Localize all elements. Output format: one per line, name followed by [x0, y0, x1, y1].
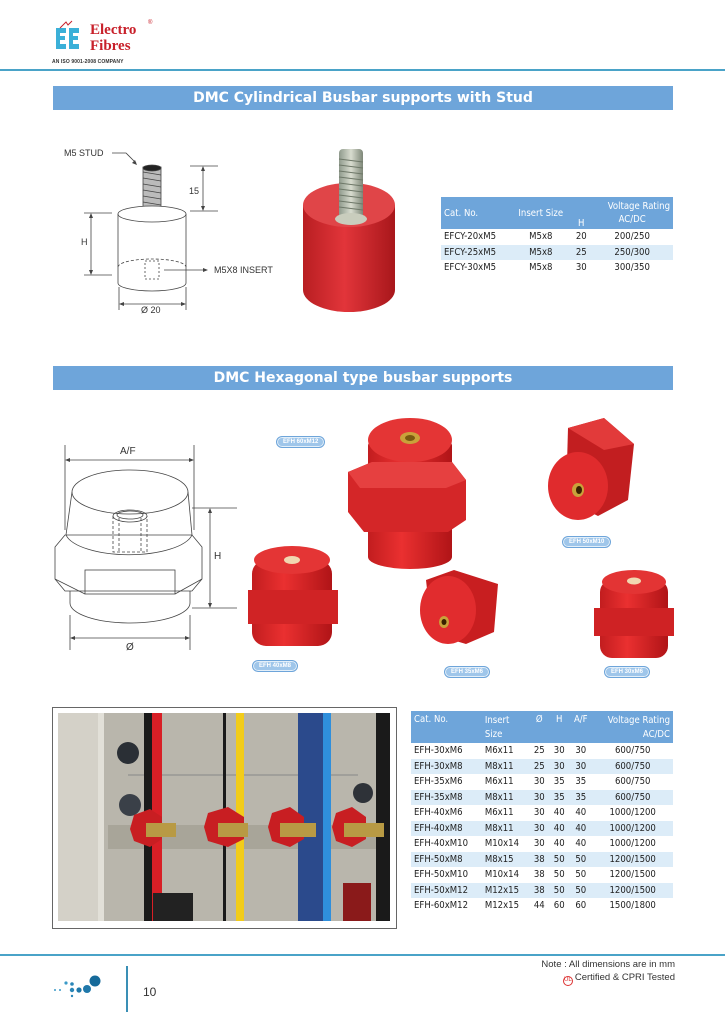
certification-text: Certified & CPRI Tested	[574, 972, 675, 983]
cell-insert: M6x11	[484, 745, 514, 757]
stud-insulator-icon	[295, 145, 405, 325]
col-voltage	[591, 197, 673, 229]
hexagonal-drawing	[40, 420, 250, 660]
cell-af: 50	[569, 852, 592, 868]
table-row	[411, 743, 673, 759]
cell-voltage: 1200/1500	[592, 852, 673, 868]
cell-cat: EFCY-20xM5	[444, 231, 497, 243]
table-row	[411, 852, 673, 868]
cell-voltage: 200/250	[614, 231, 650, 243]
footer-note	[541, 958, 675, 986]
cell-insert: M6x11	[484, 776, 514, 788]
cell-insert: M5x8	[529, 231, 553, 243]
cell-dia: 25	[533, 745, 545, 757]
cell-cat: EFH-50xM12	[411, 883, 482, 899]
table-row	[441, 229, 673, 245]
cell-cat: EFH-30xM6	[414, 745, 463, 757]
cell-voltage: 1200/1500	[609, 869, 656, 881]
cell-h: 50	[553, 869, 565, 881]
ul-cert-icon: UL	[563, 976, 573, 986]
cell-h: 35	[549, 790, 569, 806]
cell-voltage: 1500/1800	[609, 900, 656, 912]
cell-af: 30	[569, 759, 592, 775]
installation-photo	[52, 707, 397, 929]
cylindrical-stud-photo	[295, 145, 405, 325]
brand-name	[90, 22, 136, 54]
label-across-flats: A/F	[120, 446, 136, 457]
label-efh-40xm8: EFH 40xM8	[252, 660, 298, 672]
col-voltage-line2: AC/DC	[618, 214, 646, 225]
label-diameter: Ø 20	[141, 305, 161, 315]
label-stud-height: 15	[189, 186, 200, 196]
cell-cat: EFCY-25xM5	[441, 245, 510, 261]
cell-insert: M12x15	[484, 900, 520, 912]
cell-cat: EFH-35xM6	[414, 776, 463, 788]
hex-insulators-icon	[248, 410, 678, 690]
hexagonal-products-photo	[248, 410, 678, 690]
cell-h: 35	[553, 776, 565, 788]
cell-cat: EFH-50xM8	[411, 852, 482, 868]
hex-diagram-icon	[40, 420, 250, 660]
col-h: H	[549, 711, 569, 743]
registered-mark: ®	[148, 20, 153, 26]
col-voltage	[592, 711, 673, 743]
cell-voltage: 600/750	[614, 776, 651, 788]
cell-cat: EFH-40xM6	[414, 807, 463, 819]
cell-cat: EFH-60xM12	[414, 900, 469, 912]
cell-dia: 25	[529, 759, 549, 775]
cell-voltage: 600/750	[592, 790, 673, 806]
cell-h: 20	[575, 231, 587, 243]
table-row	[411, 805, 673, 821]
col-cat-no: Cat. No.	[411, 711, 482, 743]
busbar-panel-icon	[58, 713, 390, 921]
cylinder-diagram-icon	[40, 130, 290, 330]
table-row	[411, 821, 673, 837]
cell-af: 40	[575, 838, 587, 850]
col-insert-size	[482, 711, 529, 743]
cell-dia: 30	[533, 776, 545, 788]
cell-h: 50	[549, 852, 569, 868]
table-row	[441, 245, 673, 261]
table-row	[441, 260, 673, 276]
table-row	[411, 898, 673, 914]
cell-af: 30	[575, 745, 587, 757]
cell-voltage: 1000/1200	[609, 807, 656, 819]
section-title-cylindrical: DMC Cylindrical Busbar supports with Stud	[53, 86, 673, 110]
cell-af: 35	[575, 776, 587, 788]
cell-h: 25	[571, 245, 591, 261]
cell-cat: EFH-40xM10	[414, 838, 469, 850]
col-voltage-line1: Voltage Rating	[607, 201, 670, 212]
col-voltage-line1: Voltage Rating	[607, 715, 670, 726]
brand-line-1: Electro	[90, 22, 137, 38]
table-header-row	[411, 711, 673, 743]
cell-dia: 38	[533, 869, 545, 881]
cell-voltage: 300/350	[614, 262, 650, 274]
cell-insert: M12x15	[482, 883, 529, 899]
cell-dia: 30	[529, 790, 549, 806]
iso-tagline: AN ISO 9001-2008 COMPANY	[52, 59, 124, 65]
cell-af: 35	[569, 790, 592, 806]
cell-voltage: 1000/1200	[609, 838, 656, 850]
cell-af: 50	[569, 883, 592, 899]
page-number: 10	[143, 985, 157, 999]
footer-dots-logo	[52, 975, 112, 1005]
cell-cat: EFH-40xM8	[411, 821, 482, 837]
cell-cat: EFH-30xM8	[411, 759, 482, 775]
logo-mark-icon	[54, 20, 84, 56]
cell-insert: M8x15	[482, 852, 529, 868]
table-header-row	[441, 197, 673, 229]
col-voltage-line2: AC/DC	[642, 729, 670, 740]
cell-insert: M8x11	[482, 821, 529, 837]
cell-insert: M8x11	[482, 759, 529, 775]
table-row	[411, 836, 673, 852]
cell-af: 50	[575, 869, 587, 881]
cell-voltage: 250/300	[591, 245, 673, 261]
label-efh-30xm6: EFH 30xM6	[604, 666, 650, 678]
label-height: H	[81, 237, 88, 247]
footer-vertical-rule	[126, 966, 128, 1012]
dimensions-note: Note : All dimensions are in mm	[541, 959, 675, 970]
label-efh-35xm6: EFH 35xM6	[444, 666, 490, 678]
col-af: A/F	[569, 711, 592, 743]
table-row	[411, 790, 673, 806]
table-row	[411, 867, 673, 883]
header-divider	[0, 69, 725, 71]
section-title-hexagonal: DMC Hexagonal type busbar supports	[53, 366, 673, 390]
col-insert-line1: Insert	[484, 715, 510, 726]
label-insert: M5X8 INSERT	[214, 265, 273, 275]
table-row	[411, 774, 673, 790]
cell-insert: M8x11	[482, 790, 529, 806]
label-diameter: Ø	[126, 642, 134, 653]
cell-h: 40	[553, 807, 565, 819]
cell-dia: 44	[533, 900, 545, 912]
col-cat-no: Cat. No.	[441, 197, 510, 229]
col-diameter: Ø	[529, 711, 549, 743]
cell-h: 40	[553, 838, 565, 850]
cell-h: 30	[575, 262, 587, 274]
cylindrical-spec-table	[441, 197, 673, 276]
cell-af: 40	[569, 821, 592, 837]
col-h: H	[571, 197, 591, 229]
cell-cat: EFH-50xM10	[414, 869, 469, 881]
cell-insert: M10x14	[484, 869, 520, 881]
cell-cat: EFH-35xM8	[411, 790, 482, 806]
cell-af: 40	[575, 807, 587, 819]
cell-dia: 30	[533, 838, 545, 850]
cell-voltage: 1000/1200	[592, 821, 673, 837]
hexagonal-spec-table	[411, 711, 673, 914]
brand-line-2: Fibres	[90, 38, 131, 54]
dots-decoration-icon	[52, 975, 112, 1005]
cell-h: 50	[549, 883, 569, 899]
label-m5-stud: M5 STUD	[64, 148, 104, 158]
cell-h: 30	[553, 745, 565, 757]
company-logo	[50, 14, 170, 66]
cell-insert: M6x11	[484, 807, 514, 819]
cell-cat: EFCY-30xM5	[444, 262, 497, 274]
col-insert-line2: Size	[484, 729, 503, 740]
cell-af: 60	[575, 900, 587, 912]
cell-insert: M10x14	[484, 838, 520, 850]
certification-line	[541, 971, 675, 986]
label-height: H	[214, 551, 222, 562]
cell-insert: M5x8	[529, 262, 553, 274]
col-insert-size: Insert Size	[510, 197, 571, 229]
cell-h: 40	[549, 821, 569, 837]
label-efh-60xm12: EFH 60xM12	[276, 436, 325, 448]
cell-h: 60	[553, 900, 565, 912]
cell-dia: 30	[529, 821, 549, 837]
cell-insert: M5x8	[510, 245, 571, 261]
table-row	[411, 759, 673, 775]
cell-h: 30	[549, 759, 569, 775]
cell-dia: 38	[529, 883, 549, 899]
table-row	[411, 883, 673, 899]
footer-divider	[0, 954, 725, 956]
cell-dia: 30	[533, 807, 545, 819]
cell-voltage: 600/750	[592, 759, 673, 775]
cell-dia: 38	[529, 852, 549, 868]
cylindrical-stud-drawing	[40, 130, 290, 330]
cell-voltage: 1200/1500	[592, 883, 673, 899]
label-efh-50xm10: EFH 50xM10	[562, 536, 611, 548]
cell-voltage: 600/750	[614, 745, 651, 757]
